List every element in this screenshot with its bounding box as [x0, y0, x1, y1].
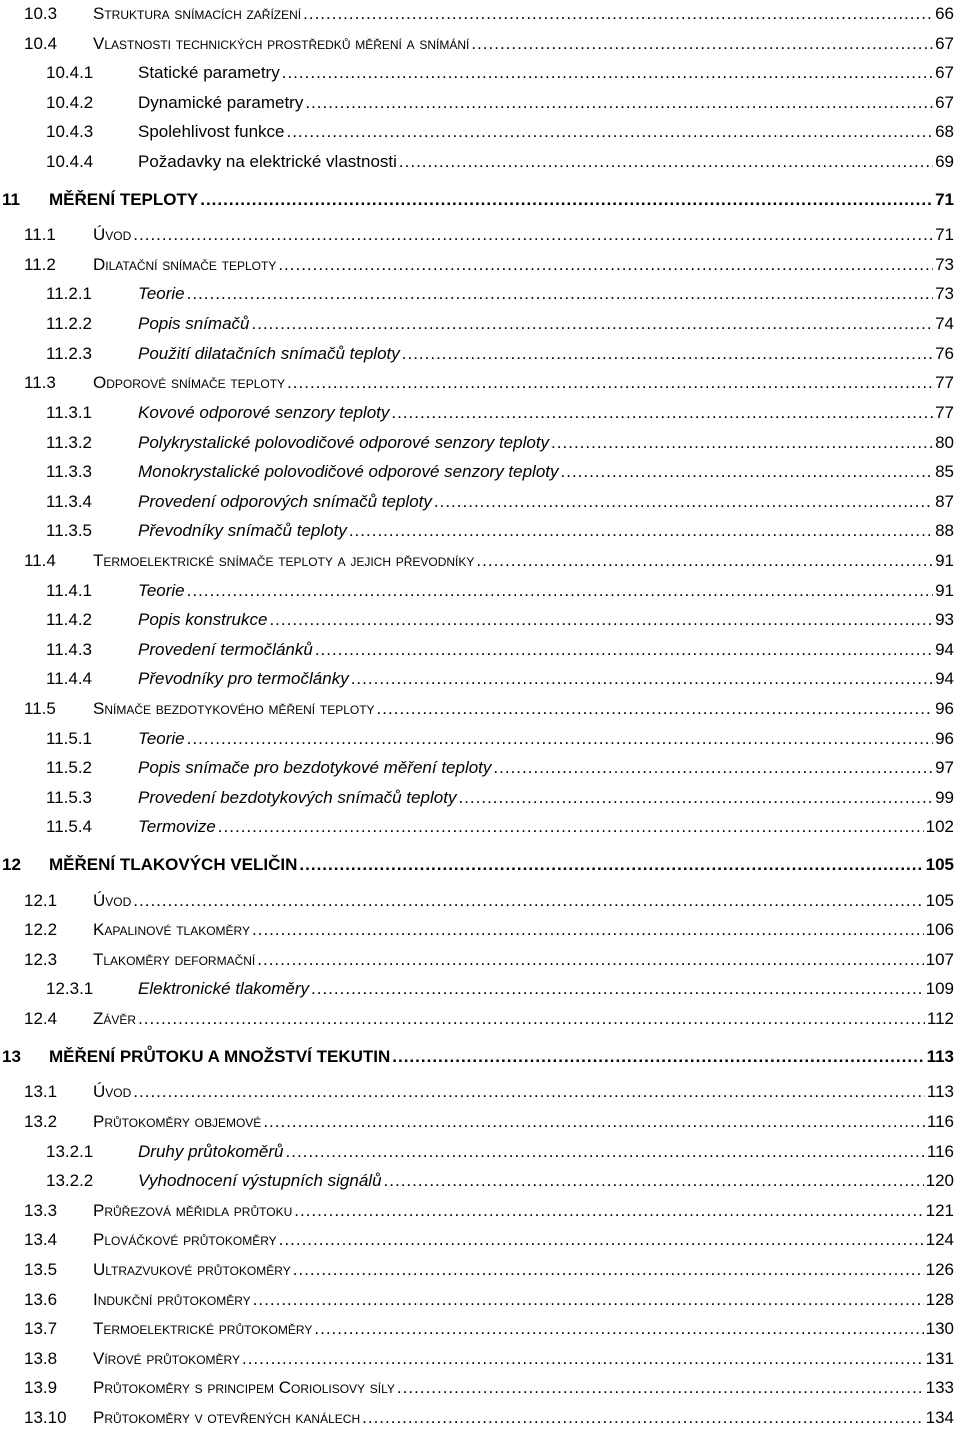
toc-entry[interactable]: [46, 519, 954, 543]
dot-leader: [458, 786, 933, 810]
dot-leader: [287, 371, 933, 395]
toc-entry-number: 11.2.1: [46, 284, 93, 303]
toc-entry-page: 96: [935, 729, 954, 748]
toc-entry[interactable]: [46, 431, 954, 455]
toc-entry-title: Tlakoměry deformační: [93, 950, 256, 969]
toc-entry-number: 11.3.2: [46, 433, 93, 452]
toc-entry-page: 113: [926, 1047, 954, 1066]
toc-entry[interactable]: [46, 1140, 954, 1164]
toc-entry-title: Teorie: [138, 581, 185, 600]
dot-leader: [282, 61, 933, 85]
toc-entry-page: 116: [926, 1112, 954, 1131]
toc-entry-page: 99: [935, 788, 954, 807]
dot-leader: [263, 1110, 925, 1134]
toc-entry[interactable]: [46, 120, 954, 144]
dot-leader: [293, 1258, 924, 1282]
dot-leader: [391, 401, 933, 425]
toc-entry-number: 11.4.3: [46, 640, 93, 659]
toc-entry-number: 12.3.1: [46, 979, 94, 998]
toc-entry[interactable]: [24, 2, 954, 26]
toc-entry-title: Úvod: [93, 891, 132, 910]
toc-entry[interactable]: [24, 1258, 954, 1282]
toc-entry[interactable]: [24, 697, 954, 721]
toc-entry[interactable]: [24, 32, 954, 56]
toc-entry-number: 10.4.1: [46, 63, 94, 82]
toc-entry[interactable]: [24, 1080, 954, 1104]
dot-leader: [200, 188, 933, 212]
toc-entry[interactable]: [24, 253, 954, 277]
dot-leader: [476, 549, 933, 573]
toc-entry-title: Vlastnosti technických prostředků měření a snímání: [93, 34, 470, 53]
toc-entry[interactable]: [46, 460, 954, 484]
toc-entry-page: 94: [935, 640, 954, 659]
toc-entry[interactable]: [46, 312, 954, 336]
toc-entry-number: 10.4: [24, 34, 58, 53]
toc-entry-page: 76: [935, 344, 954, 363]
dot-leader: [187, 727, 933, 751]
toc-entry-title: Indukční průtokoměry: [93, 1290, 251, 1309]
toc-entry[interactable]: [46, 667, 954, 691]
toc-entry[interactable]: [24, 889, 954, 913]
dot-leader: [252, 918, 924, 942]
toc-entry-title: Popis konstrukce: [138, 610, 268, 629]
toc-entry-title: Průtokoměry s principem Coriolisovy síly: [93, 1378, 395, 1397]
toc-entry-number: 10.4.2: [46, 93, 94, 112]
toc-entry-page: 73: [935, 284, 954, 303]
toc-entry-title: Termovize: [138, 817, 216, 836]
dot-leader: [471, 32, 933, 56]
dot-leader: [402, 342, 933, 366]
dot-leader: [349, 519, 933, 543]
toc-entry-number: 11.3: [24, 373, 56, 392]
toc-entry-number: 12.1: [24, 891, 58, 910]
toc-entry[interactable]: [46, 815, 954, 839]
toc-entry-title: Kovové odporové senzory teploty: [138, 403, 390, 422]
toc-entry-number: 11.4.2: [46, 610, 93, 629]
dot-leader: [303, 2, 933, 26]
toc-entry[interactable]: [46, 638, 954, 662]
dot-leader: [279, 1228, 924, 1252]
toc-entry-title: MĚŘENÍ TEPLOTY: [49, 190, 199, 209]
toc-entry[interactable]: [46, 342, 954, 366]
toc-entry-number: 12.2: [24, 920, 58, 939]
toc-entry[interactable]: [46, 150, 954, 174]
toc-entry-page: 93: [935, 610, 954, 629]
toc-entry-title: MĚŘENÍ PRŮTOKU A MNOŽSTVÍ TEKUTIN: [49, 1047, 391, 1066]
toc-entry-page: 74: [935, 314, 954, 333]
toc-entry-number: 13: [2, 1047, 21, 1066]
toc-entry[interactable]: [24, 948, 954, 972]
dot-leader: [362, 1406, 924, 1430]
toc-entry-number: 13.6: [24, 1290, 58, 1309]
toc-entry-title: Požadavky na elektrické vlastnosti: [138, 152, 397, 171]
toc-entry[interactable]: [24, 1288, 954, 1312]
toc-entry[interactable]: [46, 61, 954, 85]
toc-entry-title: Převodníky pro termočlánky: [138, 669, 349, 688]
toc-entry[interactable]: [24, 918, 954, 942]
toc-entry-title: Popis snímačů: [138, 314, 250, 333]
toc-entry-number: 11.2: [24, 255, 56, 274]
toc-entry-title: Vírové průtokoměry: [93, 1349, 240, 1368]
toc-entry-title: Termoelektrické průtokoměry: [93, 1319, 313, 1338]
toc-entry-number: 13.2: [24, 1112, 58, 1131]
toc-entry[interactable]: [24, 1228, 954, 1252]
toc-entry-title: Průtokoměry objemové: [93, 1112, 262, 1131]
toc-entry-number: 11.3.5: [46, 521, 93, 540]
toc-entry[interactable]: [24, 371, 954, 395]
toc-entry-page: 69: [935, 152, 954, 171]
toc-entry-page: 77: [935, 373, 954, 392]
toc-entry-number: 11.5.3: [46, 788, 93, 807]
toc-entry-title: Termoelektrické snímače teploty a jejich převodníky: [93, 551, 475, 570]
toc-entry[interactable]: [24, 549, 954, 573]
toc-entry[interactable]: [46, 756, 954, 780]
toc-entry-page: 106: [925, 920, 954, 939]
toc-entry-title: Popis snímače pro bezdotykové měření teploty: [138, 758, 492, 777]
toc-entry-title: Úvod: [93, 1082, 132, 1101]
toc-entry[interactable]: [2, 1045, 954, 1069]
toc-entry-page: 97: [935, 758, 954, 777]
toc-entry[interactable]: [2, 188, 954, 212]
toc-entry-number: 11.5.1: [46, 729, 93, 748]
toc-entry-number: 13.2.1: [46, 1142, 94, 1161]
dot-leader: [392, 1045, 924, 1069]
toc-entry-title: Teorie: [138, 284, 185, 303]
dot-leader: [314, 1317, 923, 1341]
toc-entry-title: Vyhodnocení výstupních signálů: [138, 1171, 382, 1190]
dot-leader: [257, 948, 923, 972]
toc-entry-title: Úvod: [93, 225, 132, 244]
toc-entry-title: Plováčkové průtokoměry: [93, 1230, 277, 1249]
toc-entry[interactable]: [46, 579, 954, 603]
toc-entry-page: 68: [935, 122, 954, 141]
toc-entry[interactable]: [46, 282, 954, 306]
dot-leader: [187, 579, 933, 603]
dot-leader: [138, 1007, 925, 1031]
toc-entry-title: Statické parametry: [138, 63, 280, 82]
toc-entry-page: 120: [925, 1171, 954, 1190]
toc-entry-title: Teorie: [138, 729, 185, 748]
toc-entry-page: 66: [935, 4, 954, 23]
toc-entry-title: Dilatační snímače teploty: [93, 255, 277, 274]
toc-entry-number: 11.2.3: [46, 344, 93, 363]
toc-entry[interactable]: [46, 977, 954, 1001]
toc-entry-page: 73: [935, 255, 954, 274]
toc-entry-number: 11.3.4: [46, 492, 93, 511]
toc-entry-title: Ultrazvukové průtokoměry: [93, 1260, 291, 1279]
toc-entry-page: 85: [935, 462, 954, 481]
toc-entry-number: 13.5: [24, 1260, 58, 1279]
toc-entry-number: 11.2.2: [46, 314, 93, 333]
dot-leader: [493, 756, 933, 780]
toc-entry-title: Provedení termočlánků: [138, 640, 313, 659]
toc-entry-number: 12: [2, 855, 21, 874]
toc-entry-page: 105: [925, 855, 954, 874]
dot-leader: [384, 1169, 924, 1193]
toc-entry-page: 67: [935, 93, 954, 112]
toc-entry[interactable]: [24, 1007, 954, 1031]
toc-entry[interactable]: [24, 1110, 954, 1134]
dot-leader: [253, 1288, 924, 1312]
toc-entry-number: 10.3: [24, 4, 58, 23]
toc-entry[interactable]: [24, 1376, 954, 1400]
dot-leader: [133, 1080, 925, 1104]
toc-entry-number: 10.4.4: [46, 152, 94, 171]
dot-leader: [133, 223, 933, 247]
toc-entry-number: 13.4: [24, 1230, 58, 1249]
toc-entry-page: 91: [935, 581, 954, 600]
dot-leader: [286, 120, 933, 144]
toc-entry-page: 80: [935, 433, 954, 452]
toc-entry-page: 134: [925, 1408, 954, 1427]
dot-leader: [133, 889, 923, 913]
toc-entry-title: Závěr: [93, 1009, 137, 1028]
toc-entry-number: 10.4.3: [46, 122, 94, 141]
toc-entry-number: 11.4.4: [46, 669, 93, 688]
toc-entry-number: 13.9: [24, 1378, 58, 1397]
toc-entry-title: Provedení odporových snímačů teploty: [138, 492, 432, 511]
dot-leader: [269, 608, 933, 632]
toc-entry-number: 13.7: [24, 1319, 58, 1338]
toc-entry[interactable]: [46, 727, 954, 751]
toc-entry-title: Průřezová měřidla průtoku: [93, 1201, 293, 1220]
toc-entry-number: 12.4: [24, 1009, 58, 1028]
dot-leader: [315, 638, 933, 662]
toc-entry-page: 126: [925, 1260, 954, 1279]
toc-entry-page: 77: [935, 403, 954, 422]
toc-entry[interactable]: [46, 608, 954, 632]
toc-entry-title: Polykrystalické polovodičové odporové senzory teploty: [138, 433, 550, 452]
toc-entry[interactable]: [46, 401, 954, 425]
toc-entry-number: 12.3: [24, 950, 58, 969]
toc-entry-page: 67: [935, 34, 954, 53]
toc-entry-page: 71: [935, 190, 954, 209]
toc-entry[interactable]: [46, 490, 954, 514]
toc-entry-page: 116: [926, 1142, 954, 1161]
dot-leader: [187, 282, 933, 306]
dot-leader: [242, 1347, 924, 1371]
dot-leader: [551, 431, 933, 455]
toc-entry-number: 13.3: [24, 1201, 58, 1220]
toc-entry-page: 88: [935, 521, 954, 540]
toc-entry-page: 67: [935, 63, 954, 82]
toc-entry-title: Elektronické tlakoměry: [138, 979, 310, 998]
toc-entry-number: 11.4.1: [46, 581, 93, 600]
toc-entry-page: 107: [925, 950, 954, 969]
toc-entry-title: Snímače bezdotykového měření teploty: [93, 699, 375, 718]
toc-entry-number: 11.5.2: [46, 758, 93, 777]
toc-entry[interactable]: [24, 1317, 954, 1341]
dot-leader: [399, 150, 933, 174]
toc-entry-page: 91: [935, 551, 954, 570]
toc-entry[interactable]: [2, 853, 954, 877]
toc-entry-page: 71: [935, 225, 954, 244]
dot-leader: [252, 312, 934, 336]
toc-entry-title: Spolehlivost funkce: [138, 122, 285, 141]
toc-entry-title: Průtokoměry v otevřených kanálech: [93, 1408, 361, 1427]
toc-entry-page: 113: [926, 1082, 954, 1101]
toc-entry-title: Monokrystalické polovodičové odporové senzory teploty: [138, 462, 559, 481]
toc-entry[interactable]: [24, 1406, 954, 1430]
toc-entry-title: Dynamické parametry: [138, 93, 304, 112]
toc-entry-number: 13.8: [24, 1349, 58, 1368]
toc-entry-page: 121: [925, 1201, 954, 1220]
toc-entry-number: 13.2.2: [46, 1171, 94, 1190]
toc-entry-number: 11.1: [24, 225, 56, 244]
dot-leader: [377, 697, 934, 721]
toc-entry-number: 13.1: [24, 1082, 58, 1101]
toc-entry-page: 112: [926, 1009, 954, 1028]
dot-leader: [278, 253, 933, 277]
toc-entry-title: Kapalinové tlakoměry: [93, 920, 250, 939]
toc-entry-page: 105: [925, 891, 954, 910]
toc-entry-number: 11: [2, 190, 20, 209]
dot-leader: [561, 460, 934, 484]
toc-entry-page: 87: [935, 492, 954, 511]
toc-entry[interactable]: [24, 1199, 954, 1223]
toc-entry-page: 124: [925, 1230, 954, 1249]
toc-entry[interactable]: [46, 91, 954, 115]
toc-entry-number: 13.10: [24, 1408, 67, 1427]
toc-entry-page: 130: [925, 1319, 954, 1338]
toc-entry-page: 131: [925, 1349, 954, 1368]
toc-entry-page: 94: [935, 669, 954, 688]
toc-entry-number: 11.3.1: [46, 403, 93, 422]
dot-leader: [218, 815, 924, 839]
toc-entry[interactable]: [24, 1347, 954, 1371]
toc-entry-title: Použití dilatačních snímačů teploty: [138, 344, 400, 363]
toc-entry-page: 133: [925, 1378, 954, 1397]
toc-entry-number: 11.3.3: [46, 462, 93, 481]
dot-leader: [305, 91, 933, 115]
toc-entry-number: 11.4: [24, 551, 56, 570]
toc-entry-page: 96: [935, 699, 954, 718]
toc-entry-title: Druhy průtokoměrů: [138, 1142, 284, 1161]
toc-entry-title: Struktura snímacích zařízení: [93, 4, 302, 23]
toc-entry-page: 102: [925, 817, 954, 836]
toc-entry-number: 11.5: [24, 699, 56, 718]
toc-entry[interactable]: [46, 1169, 954, 1193]
toc-entry-title: Odporové snímače teploty: [93, 373, 286, 392]
toc-entry-number: 11.5.4: [46, 817, 93, 836]
toc-entry-page: 128: [925, 1290, 954, 1309]
dot-leader: [397, 1376, 924, 1400]
toc-entry-title: Provedení bezdotykových snímačů teploty: [138, 788, 457, 807]
toc-entry[interactable]: [46, 786, 954, 810]
toc-entry-page: 109: [925, 979, 954, 998]
dot-leader: [434, 490, 933, 514]
dot-leader: [286, 1140, 925, 1164]
toc-entry[interactable]: [24, 223, 954, 247]
toc-entry-title: MĚŘENÍ TLAKOVÝCH VELIČIN: [49, 855, 298, 874]
dot-leader: [311, 977, 924, 1001]
dot-leader: [351, 667, 933, 691]
dot-leader: [294, 1199, 923, 1223]
dot-leader: [299, 853, 923, 877]
toc-entry-title: Převodníky snímačů teploty: [138, 521, 347, 540]
